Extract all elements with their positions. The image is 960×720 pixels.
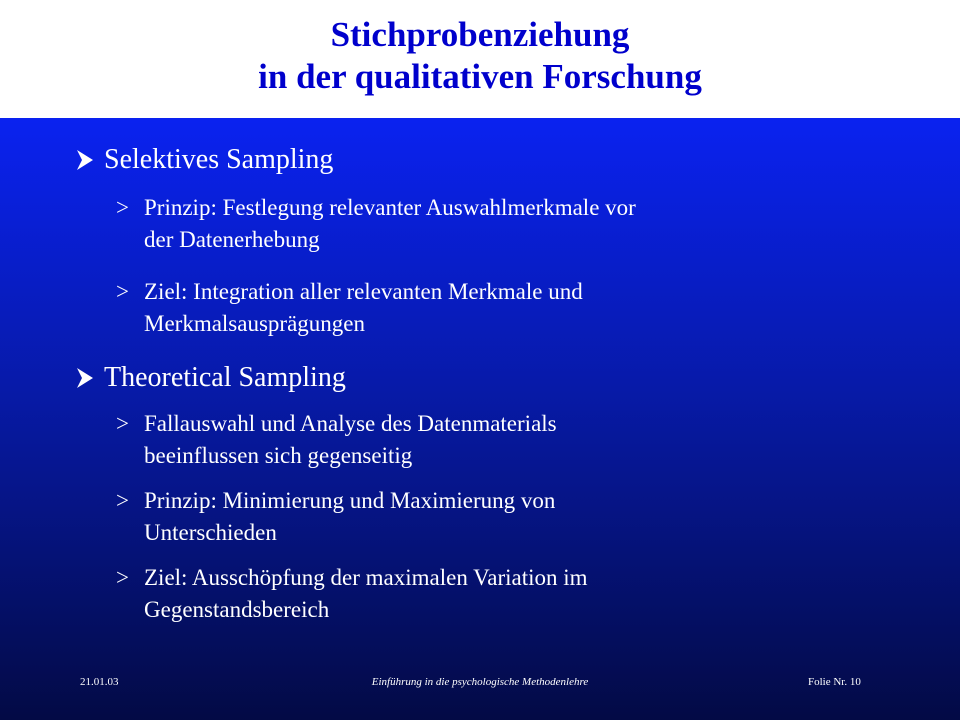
sub-bullet-marker: > [116, 488, 129, 513]
arrowhead-bullet-icon [76, 149, 94, 171]
list-item-line: Merkmalsausprägungen [144, 311, 365, 336]
list-item-line: Unterschieden [144, 520, 277, 545]
slide-title-line-1: Stichprobenziehung [330, 15, 630, 54]
list-item-line: Prinzip: Minimierung und Maximierung von [144, 488, 556, 513]
sub-bullet-marker: > [116, 279, 129, 304]
list-item-line: Gegenstandsbereich [144, 597, 330, 622]
list-item-line: Prinzip: Festlegung relevanter Auswahlmerkmale vor [144, 195, 636, 220]
sub-bullet-marker: > [116, 411, 129, 436]
list-item [76, 562, 876, 626]
footer-course-title: Einführung in die psychologische Methodenlehre [371, 676, 589, 688]
arrowhead-bullet-icon [76, 367, 94, 389]
list-item-line: beeinflussen sich gegenseitig [144, 443, 413, 468]
sub-bullet-marker: > [116, 565, 129, 590]
section-heading-selektives-sampling [76, 142, 876, 178]
section-heading-label: Theoretical Sampling [104, 362, 346, 393]
section-heading-theoretical-sampling [76, 360, 876, 396]
list-item [76, 485, 876, 549]
footer-slide-number: Folie Nr. 10 [808, 676, 861, 688]
list-item-line: Ziel: Integration aller relevanten Merkmale und [144, 279, 583, 304]
bullet-list [76, 142, 876, 626]
list-item [76, 408, 876, 472]
list-item-line: Ziel: Ausschöpfung der maximalen Variation im [144, 565, 588, 590]
section-heading-label: Selektives Sampling [104, 144, 334, 175]
title-area [0, 0, 960, 118]
slide-title [0, 14, 960, 98]
sub-bullet-marker: > [116, 195, 129, 220]
slide-title-line-2: in der qualitativen Forschung [258, 57, 702, 96]
list-item-line: Fallauswahl und Analyse des Datenmaterials [144, 411, 557, 436]
list-item [76, 276, 876, 340]
list-item-line: der Datenerhebung [144, 227, 320, 252]
list-item [76, 192, 876, 256]
footer-date: 21.01.03 [80, 676, 119, 688]
